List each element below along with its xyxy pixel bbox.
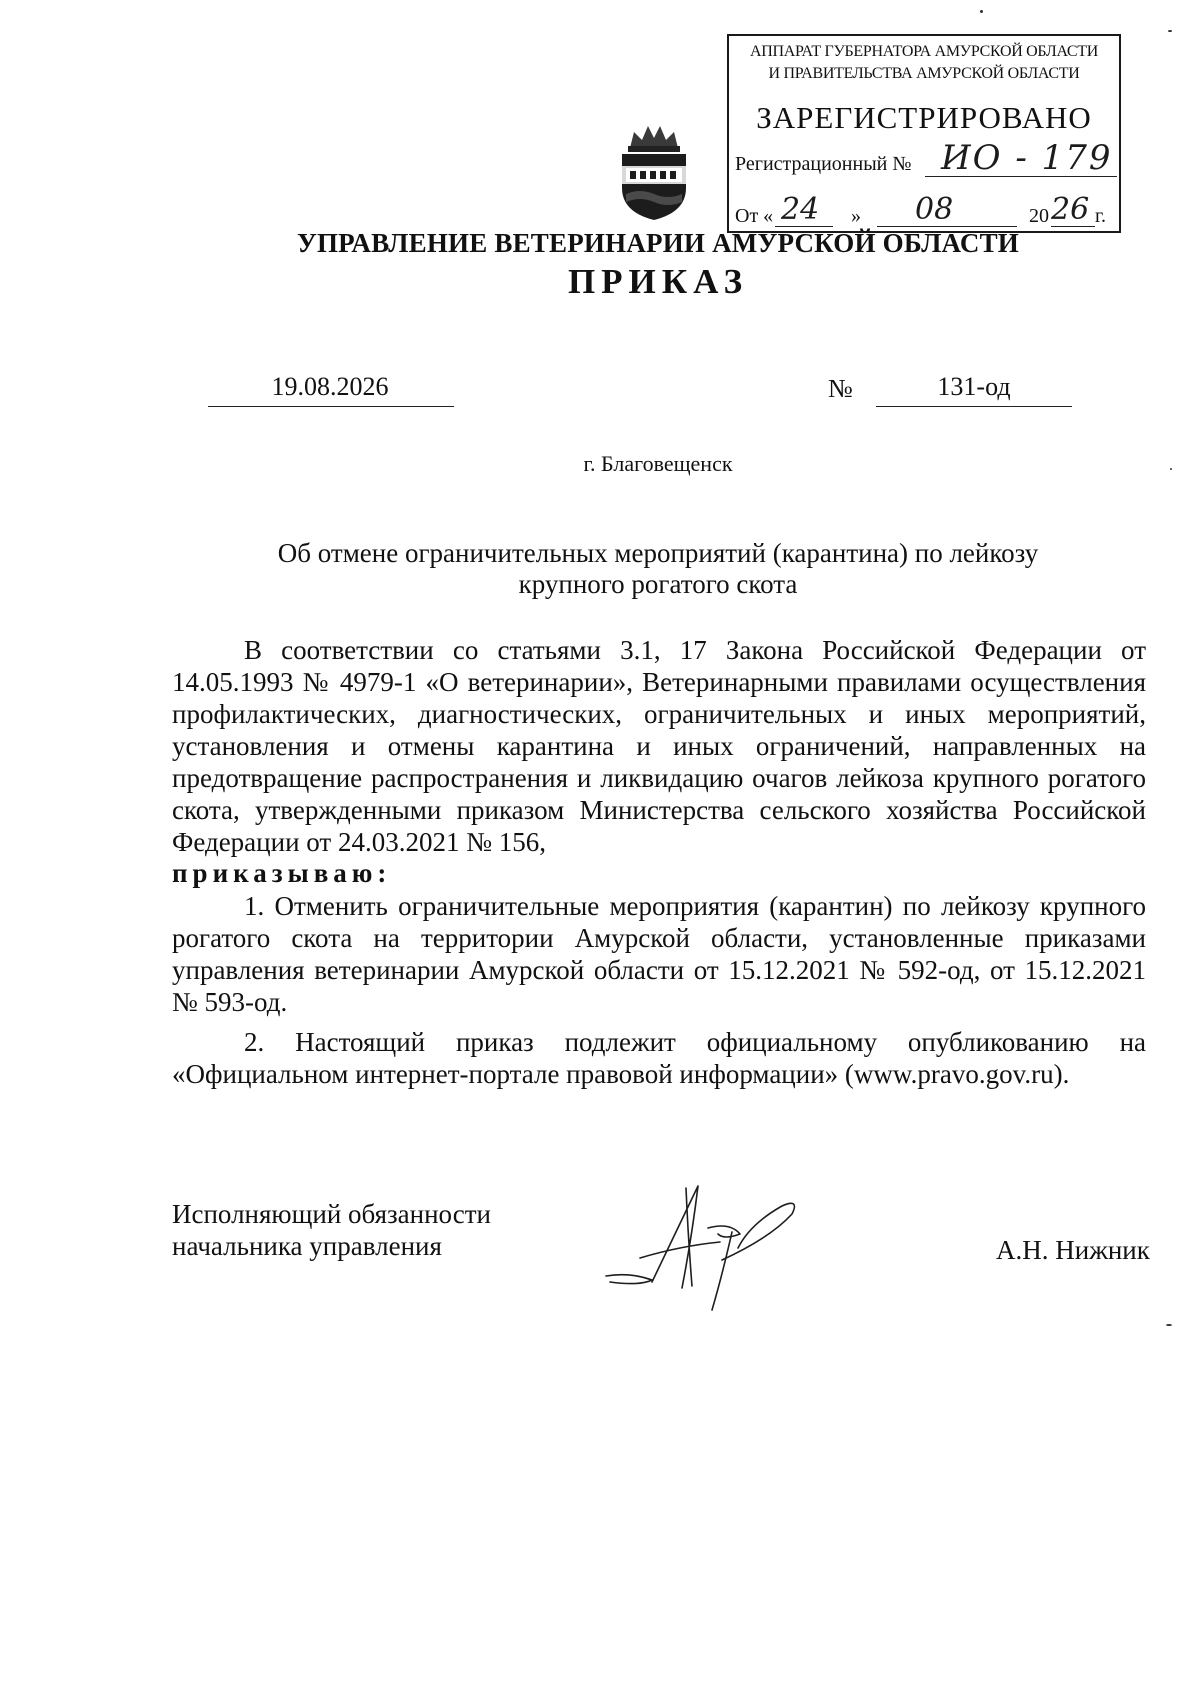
stamp-reg-number-value: ИО - 179	[941, 138, 1113, 178]
order-item-2: 2. Настоящий приказ подлежит официальному опубликованию на «Официальном интернет-портале правовой информации» (www.pravo.gov.ru).	[172, 1027, 1146, 1089]
order-number-label: №	[828, 374, 853, 403]
order-item-1: 1. Отменить ограничительные мероприятия (карантин) по лейкозу крупного рогатого скота на территории Амурской области, установленные приказами управления ветеринарии Амурской области от 15.12.2021 № 592-од, от 15.12.2021 № 593-од.	[172, 891, 1146, 1017]
registration-stamp	[727, 34, 1121, 233]
order-date: 19.08.2026	[271, 372, 389, 401]
decree-word: приказываю:	[172, 858, 392, 888]
issue-city: г. Благовещенск	[583, 451, 733, 476]
agency-name: УПРАВЛЕНИЕ ВЕТЕРИНАРИИ АМУРСКОЙ ОБЛАСТИ	[296, 228, 1020, 258]
signatory-position-line-2: начальника управления	[172, 1231, 442, 1261]
handwritten-signature-icon	[600, 1176, 810, 1316]
stamp-registered-title: ЗАРЕГИСТРИРОВАНО	[756, 100, 1092, 135]
stamp-reg-number-label: Регистрационный №	[735, 153, 912, 175]
order-date-underline	[208, 406, 454, 407]
order-number: 131-од	[937, 372, 1011, 401]
signatory-position-line-1: Исполняющий обязанности	[172, 1199, 491, 1229]
stamp-quote-close: »	[851, 205, 861, 227]
order-subject	[240, 538, 1076, 600]
scan-speck	[1166, 1324, 1172, 1326]
order-number-underline	[876, 406, 1072, 407]
stamp-org-line-2: И ПРАВИТЕЛЬСТВА АМУРСКОЙ ОБЛАСТИ	[768, 65, 1080, 82]
signatory-name: А.Н. Нижник	[996, 1235, 1150, 1265]
stamp-year-prefix: 20	[1029, 205, 1049, 227]
stamp-year-suffix-value: 26	[1051, 192, 1090, 227]
scan-speck	[1168, 30, 1172, 32]
scan-speck	[980, 10, 983, 13]
stamp-year-unit: г.	[1095, 205, 1106, 227]
coat-of-arms-icon	[612, 122, 696, 222]
order-subject-line-2: крупного рогатого скота	[518, 569, 798, 599]
scan-speck	[1170, 468, 1172, 470]
signatory-position	[172, 1198, 491, 1262]
order-body	[172, 634, 1146, 1090]
document-type-title: ПРИКАЗ	[567, 262, 749, 301]
order-subject-line-1: Об отмене ограничительных мероприятий (карантина) по лейкозу	[277, 538, 1039, 568]
stamp-day-value: 24	[781, 192, 820, 227]
stamp-date-label: От «	[735, 205, 774, 227]
preamble-paragraph: В соответствии со статьями 3.1, 17 Закона Российской Федерации от 14.05.1993 № 4979-1 «О ветеринарии», Ветеринарными правилами осуществления профилактических, диагностических, ограничительных и иных мероприятий, установления и отмены карантина и иных ограничений, направленных на предотвращение распространения и ликвидацию очагов лейкоза крупного рогатого скота, утвержденными приказом Министерства сельского хозяйства Российской Федерации от 24.03.2021 № 156,	[172, 635, 1146, 857]
stamp-org-line-1: АППАРАТ ГУБЕРНАТОРА АМУРСКОЙ ОБЛАСТИ	[749, 43, 1099, 60]
stamp-month-value: 08	[915, 192, 954, 227]
